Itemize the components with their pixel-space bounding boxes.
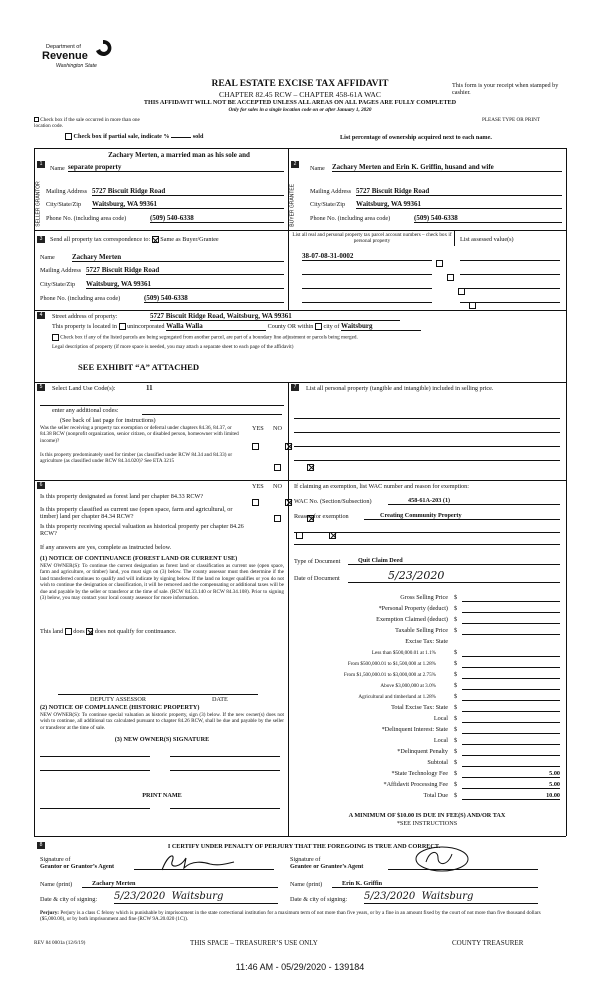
section6 <box>34 480 288 836</box>
section7 <box>288 382 566 480</box>
subtotal-value[interactable] <box>462 759 560 767</box>
form-subtitle: CHAPTER 82.45 RCW – CHAPTER 458-61A WAC <box>219 90 381 99</box>
buyer-phone-label: Phone No. (including area code) <box>310 215 391 222</box>
reason-value: Creating Community Property <box>364 512 560 520</box>
grantee-name-print: Erin K. Griffin <box>332 880 538 888</box>
total-state-label: Total Excise Tax: State <box>391 704 448 711</box>
same-as-buyer-checkbox[interactable] <box>152 236 159 243</box>
seller-phone: (509) 540-6338 <box>150 214 284 223</box>
tech-fee-label: *State Technology Fee <box>391 770 448 777</box>
partial-sale-sold: sold <box>192 133 204 140</box>
gross-label: Gross Selling Price <box>400 594 448 601</box>
affidavit-fee-value[interactable]: 5.00 <box>462 781 560 789</box>
land-use-label: Select Land Use Code(s): <box>52 385 116 392</box>
receipt-note: This form is your receipt when stamped by cashier. <box>452 82 559 97</box>
located-row <box>52 323 552 331</box>
exemption-value[interactable] <box>462 616 560 624</box>
parcel-2-checkbox[interactable] <box>447 274 454 281</box>
wac-value: 458-61A-203 (1) <box>388 497 560 505</box>
assessed-2[interactable] <box>460 266 560 275</box>
dollar-affidavit-fee: $ <box>454 781 458 788</box>
grantor-signature <box>154 850 244 872</box>
section-8-badge: 8 <box>37 842 45 849</box>
exemption-area <box>288 480 566 836</box>
additional-codes-label: enter any additional codes: <box>52 407 119 414</box>
ownership-note: List percentage of ownership acquired next to each name. <box>340 134 492 141</box>
wac-label: WAC No. (Section/Subsection) <box>294 498 372 505</box>
partial-sale-row <box>65 133 255 140</box>
assessed-4[interactable] <box>460 294 560 303</box>
city-value: Waitsburg <box>341 323 421 331</box>
delinquent-penalty-label: *Delinquent Penalty <box>397 748 448 755</box>
continuance-row <box>40 628 284 635</box>
city-of-label: city of <box>323 323 340 330</box>
seller-mailing-label: Mailing Address <box>46 188 88 195</box>
land-use-value: 11 <box>146 384 153 392</box>
multi-location-row <box>34 117 144 130</box>
seller-phone-label: Phone No. (including area code) <box>46 215 127 222</box>
form-warning: THIS AFFIDAVIT WILL NOT BE ACCEPTED UNLESS ALL AREAS ON ALL PAGES ARE FULLY COMPLETED <box>143 99 457 106</box>
s6-q2: Is this property classified as current use (open space, farm and agricultural, or timber) land per chapter 84.34 RCW? <box>40 506 233 521</box>
local2-label: Local <box>433 737 448 744</box>
street-label: Street address of property: <box>52 313 118 320</box>
print-name-line1[interactable] <box>40 770 150 771</box>
new-owner-sig-line1[interactable] <box>40 756 150 757</box>
grantor-sig-label2: Grantor or Grantor’s Agent <box>40 863 115 870</box>
delinquent-interest-value[interactable] <box>462 726 560 734</box>
local-label: Local <box>433 715 448 722</box>
assessor-date-label: DATE <box>212 696 228 703</box>
section-7-badge: 7 <box>291 384 299 391</box>
s5-q1-yes[interactable] <box>252 443 259 450</box>
s6-no-header: NO <box>273 483 282 490</box>
segregated-checkbox[interactable] <box>52 334 59 341</box>
notice1-body: NEW OWNER(S): To continue the current designation as forest land or classification as current use (open space, farm and agriculture, or timber) land, you must sign on (3) below. The county assessor must then determine if the land transferred continues to qualify and will indicate by signing below. If the land no longer qualifies or you do not wish to continue the designation or classification, it will be removed and the compensating or additional taxes will be due and payable by the seller or transferor at the time of sale. (RCW 84.33.140 or RCW 84.34.108). Prior to signing (3) below, you may contact your local county assessor for more information. <box>40 563 284 602</box>
affidavit-fee-label: *Affidavit Processing Fee <box>383 781 448 788</box>
legal-description-label: Legal description of property (if more space is needed, you may attach a separate sheet to each page of the affidavit) <box>52 344 294 350</box>
this-land-label: This land <box>40 628 64 635</box>
s3-name-label: Name <box>40 254 55 261</box>
does-label: does <box>73 628 85 635</box>
seller-mailing: 5727 Biscuit Ridge Road <box>92 187 284 196</box>
grantor-name-print: Zachary Merten <box>82 880 278 888</box>
buyer-name: Zachary Merten and Erin K. Griffin, husand and wife <box>332 163 562 172</box>
grantor-sig-label1: Signature of <box>40 856 71 863</box>
taxable-value[interactable] <box>462 627 560 635</box>
excise-state-label: Excise Tax: State <box>405 638 448 645</box>
local2-value[interactable] <box>462 737 560 745</box>
total-due-value[interactable]: 10.00 <box>462 792 560 800</box>
county-treasurer: COUNTY TREASURER <box>452 939 524 947</box>
s5-q2-yes[interactable] <box>274 464 281 471</box>
tier5-label: Agricultural and timberland at 1.28% <box>358 694 436 700</box>
subtotal-label: Subtotal <box>427 759 448 766</box>
section4 <box>34 310 566 382</box>
deputy-assessor-label: DEPUTY ASSESSOR <box>90 696 146 703</box>
perjury-label: Perjury: <box>40 910 60 916</box>
notice2-title: (2) NOTICE OF COMPLIANCE (HISTORIC PROPERTY) <box>40 704 200 711</box>
s6-if-yes: If any answers are yes, complete as instructed below. <box>40 544 172 551</box>
grantor-date-city-label: Date & city of signing: <box>40 896 98 903</box>
multi-location-checkbox[interactable] <box>34 117 39 122</box>
form-use-note: Only for sales in a single location code on or after January 1, 2020 <box>228 107 372 113</box>
deputy-assessor-line[interactable] <box>58 694 258 695</box>
dollar-delinquent-interest: $ <box>454 726 458 733</box>
dollar-subtotal: $ <box>454 759 458 766</box>
grantor-name-label: Name (print) <box>40 881 73 888</box>
section3-left <box>34 230 288 310</box>
section5 <box>34 382 288 480</box>
section-4-badge: 4 <box>37 312 45 319</box>
buyer-name-label: Name <box>310 165 325 172</box>
s6-q2-yes[interactable] <box>274 515 281 522</box>
delinquent-interest-label: *Delinquent Interest: State <box>381 726 448 733</box>
exemption-text: If claiming an exemption, list WAC number and reason for exemption: <box>294 483 469 490</box>
street-address: 5727 Biscuit Ridge Road, Waitsburg, WA 99361 <box>150 312 400 321</box>
does-checkbox[interactable] <box>65 628 72 635</box>
buyer-section <box>288 148 566 230</box>
taxable-label: Taxable Selling Price <box>395 627 448 634</box>
section-1-badge: 1 <box>37 161 45 168</box>
unincorporated-checkbox[interactable] <box>119 323 126 330</box>
total-state-value[interactable] <box>462 704 560 712</box>
perjury-text: Perjury is a class C felony which is punishable by imprisonment in the state correctional institution for a maximum term of not more than five years, or by a fine in an amount fixed by the court of not more than five thousand dollars ($5,000.00), or by both imprisonment and fine (RCW 9A.20.020 (1C)). <box>40 910 541 923</box>
s3-mailing: 5727 Biscuit Ridge Road <box>86 266 284 275</box>
located-label: This property is located in <box>52 323 117 330</box>
dollar-total-due: $ <box>454 792 458 799</box>
dollar-tier5: $ <box>454 693 458 700</box>
section8 <box>34 836 566 934</box>
rev-number: REV 84 0001a (12/6/19) <box>34 940 86 946</box>
treasurer-space: THIS SPACE – TREASURER’S USE ONLY <box>190 939 318 947</box>
dollar-tier3: $ <box>454 671 458 678</box>
assessed-header: List assessed value(s) <box>460 236 514 243</box>
buyer-city: Waitsburg, WA 99361 <box>356 200 562 209</box>
personal-value[interactable] <box>462 605 560 613</box>
s3-mailing-label: Mailing Address <box>40 267 82 274</box>
s5-no-header: NO <box>273 425 282 432</box>
section-2-badge: 2 <box>291 161 299 168</box>
buyer-city-label: City/State/Zip <box>310 201 346 208</box>
s6-q3: Is this property receiving special valuation as historical property per chapter 84.26 RCW? <box>40 523 244 538</box>
print-name-line2[interactable] <box>170 770 280 771</box>
new-owner-sig-line2[interactable] <box>170 756 280 757</box>
tier5-value[interactable] <box>462 693 560 701</box>
grantee-date-city-label: Date & city of signing: <box>290 896 348 903</box>
seller-name-label: Name <box>50 165 65 172</box>
dollar-total-state: $ <box>454 704 458 711</box>
city-of-checkbox[interactable] <box>315 323 322 330</box>
county-label: County OR within <box>267 323 314 330</box>
doc-type-label: Type of Document <box>294 558 341 565</box>
partial-sale-checkbox[interactable] <box>65 133 72 140</box>
dollar-tier4: $ <box>454 682 458 689</box>
perjury-note <box>40 910 560 923</box>
dor-logo <box>38 36 118 76</box>
dollar-personal: $ <box>454 605 458 612</box>
recording-stamp: 11:46 AM - 05/29/2020 - 139184 <box>235 962 365 972</box>
notice2-body: NEW OWNER(S): To continue special valuation as historic property, sign (3) below. If the new owner(s) does not wish to continue, all additional tax calculated pursuant to chapter 84.26 RCW, shall be due and payable by the seller or transferor at the time of sale. <box>40 712 284 731</box>
local-value[interactable] <box>462 715 560 723</box>
doc-date-value: 5/23/2020 <box>348 570 560 583</box>
grantee-date-city: 5/23/2020 Waitsburg <box>364 891 538 904</box>
buyer-mailing: 5727 Biscuit Ridge Road <box>356 187 562 196</box>
s6-q1-yes[interactable] <box>252 499 259 506</box>
reason-label: Reason for exemption <box>294 513 349 520</box>
s3-city: Waitsburg, WA 99361 <box>86 280 284 289</box>
print-name-label: PRINT NAME <box>142 792 182 799</box>
tier4-value[interactable] <box>462 682 560 690</box>
buyer-phone: (509) 540-6338 <box>414 214 562 223</box>
see-back-label: (See back of last page for instructions) <box>60 417 156 424</box>
dollar-gross: $ <box>454 594 458 601</box>
exemption-label: Exemption Claimed (deduct) <box>376 616 448 623</box>
does-not-label: does not qualify for continuance. <box>94 628 177 635</box>
grantor-date-city: 5/23/2020 Waitsburg <box>114 891 278 904</box>
tech-fee-value[interactable]: 5.00 <box>462 770 560 778</box>
tier4-label: Above $3,000,000 at 3.0% <box>380 683 436 689</box>
unincorporated-label: unincorporated <box>127 323 165 330</box>
personal-property-text: List all personal property (tangible and intangible) included in selling price. <box>306 385 494 392</box>
dollar-delinquent-penalty: $ <box>454 748 458 755</box>
total-due-label: Total Due <box>423 792 448 799</box>
section-5-badge: 5 <box>37 384 45 391</box>
s3-phone-label: Phone No. (including area code) <box>40 295 121 302</box>
new-owner-signature-label: (3) NEW OWNER(S) SIGNATURE <box>114 736 210 743</box>
revenue-swirl-icon <box>93 38 113 58</box>
dollar-exemption: $ <box>454 616 458 623</box>
tier3-label: From $1,500,000.01 to $3,000,000 at 2.75% <box>343 672 436 678</box>
seller-name-line2: separate property <box>68 163 284 172</box>
s6-yes-header: YES <box>252 483 264 490</box>
parcel-header: List all real and personal property tax parcel account numbers – check box if personal property <box>292 232 452 245</box>
logo-dept: Department of <box>46 44 81 50</box>
delinquent-penalty-value[interactable] <box>462 748 560 756</box>
dollar-local2: $ <box>454 737 458 744</box>
send-label: Send all property tax correspondence to: <box>50 236 151 243</box>
county-value: Walla Walla <box>166 323 266 331</box>
send-correspondence-row <box>50 236 286 243</box>
dollar-local: $ <box>454 715 458 722</box>
logo-revenue: Revenue <box>42 50 88 62</box>
doc-type-value: Quit Claim Deed <box>348 557 560 565</box>
doc-date-label: Date of Document <box>294 575 340 582</box>
grantee-signature <box>404 844 474 874</box>
same-label: Same as Buyer/Grantee <box>160 236 219 243</box>
tier1-label: Less than $500,000.01 at 1.1% <box>371 650 436 656</box>
grantee-sig-label1: Signature of <box>290 856 321 863</box>
parcel-2[interactable] <box>302 266 432 275</box>
seller-section <box>34 148 288 230</box>
personal-label: *Personal Property (deduct) <box>378 605 448 612</box>
section-6-badge: 6 <box>37 482 45 489</box>
does-not-checkbox[interactable] <box>86 628 93 635</box>
s3-phone: (509) 540-6338 <box>144 294 284 303</box>
segregated-row <box>52 334 562 341</box>
seller-side-label: SELLER GRANTOR <box>35 181 42 227</box>
dollar-tech-fee: $ <box>454 770 458 777</box>
section-3-badge: 3 <box>37 236 45 243</box>
assessed-3[interactable] <box>460 280 560 289</box>
form-title: REAL ESTATE EXCISE TAX AFFIDAVIT <box>211 79 389 89</box>
notice1-title: (1) NOTICE OF CONTINUANCE (FOREST LAND OR CURRENT USE) <box>40 555 238 562</box>
certify-statement: I CERTIFY UNDER PENALTY OF PERJURY THAT THE FOREGOING IS TRUE AND CORRECT. <box>167 843 441 850</box>
tier2-value[interactable] <box>462 660 560 668</box>
segregated-label: Check box if any of the listed parcels are being segregated from another parcel, are part of a boundary line adjustment or parcels being merged. <box>60 334 358 341</box>
buyer-mailing-label: Mailing Address <box>310 188 352 195</box>
s5-q1: Was the seller receiving a property tax exemption or deferral under chapters 84.36, 84.37, or 84.38 RCW (nonprofit organization, senior citizen, or disabled person, homeowner with limited income)? <box>40 425 239 444</box>
gross-value[interactable] <box>462 594 560 602</box>
partial-sale-label: Check box if partial sale, indicate % <box>73 133 170 140</box>
parcel-3[interactable] <box>302 280 432 289</box>
seller-name-line1: Zachary Merten, a married man as his sole and <box>108 151 250 159</box>
dollar-taxable: $ <box>454 627 458 634</box>
s5-q2: Is this property predominately used for timber (as classified under RCW 84.34 and 84.33) or agriculture (as classified under RCW 84.34.020)? See ETA 3215 <box>40 452 233 465</box>
parcel-1-checkbox[interactable] <box>436 260 443 267</box>
grantee-name-label: Name (print) <box>290 881 323 888</box>
assessed-1[interactable] <box>460 252 560 261</box>
section3-right <box>288 230 566 310</box>
s6-q1: Is this property designated as forest land per chapter 84.33 RCW? <box>40 493 204 500</box>
tier3-value[interactable] <box>462 671 560 679</box>
s5-yes-header: YES <box>252 425 264 432</box>
buyer-side-label: BUYER GRANTEE <box>289 183 296 227</box>
tier2-label: From $500,000.01 to $1,500,000 at 1.28% <box>347 661 436 667</box>
see-exhibit: SEE EXHIBIT “A” ATTACHED <box>78 362 200 372</box>
parcel-1[interactable]: 38-07-08-31-0002 <box>302 252 432 261</box>
type-print-note: PLEASE TYPE OR PRINT <box>482 117 540 123</box>
seller-city-label: City/State/Zip <box>46 201 82 208</box>
grantee-sig-label2: Grantee or Grantee’s Agent <box>290 863 364 870</box>
s3-city-label: City/State/Zip <box>40 281 76 288</box>
dollar-tier1: $ <box>454 649 458 656</box>
multi-location-label: Check box if the sale occurred in more than one location code. <box>34 117 140 130</box>
tier1-value[interactable] <box>462 649 560 657</box>
seller-city: Waitsburg, WA 99361 <box>92 200 284 209</box>
dollar-tier2: $ <box>454 660 458 667</box>
logo-state: Washington State <box>56 63 97 69</box>
s3-name: Zachary Merten <box>72 253 284 262</box>
see-instructions: *SEE INSTRUCTIONS <box>396 820 458 827</box>
parcel-4[interactable] <box>302 294 432 303</box>
additional-codes-input[interactable] <box>142 407 282 415</box>
minimum-due-note: A MINIMUM OF $10.00 IS DUE IN FEE(S) AND/OR TAX <box>348 812 506 819</box>
